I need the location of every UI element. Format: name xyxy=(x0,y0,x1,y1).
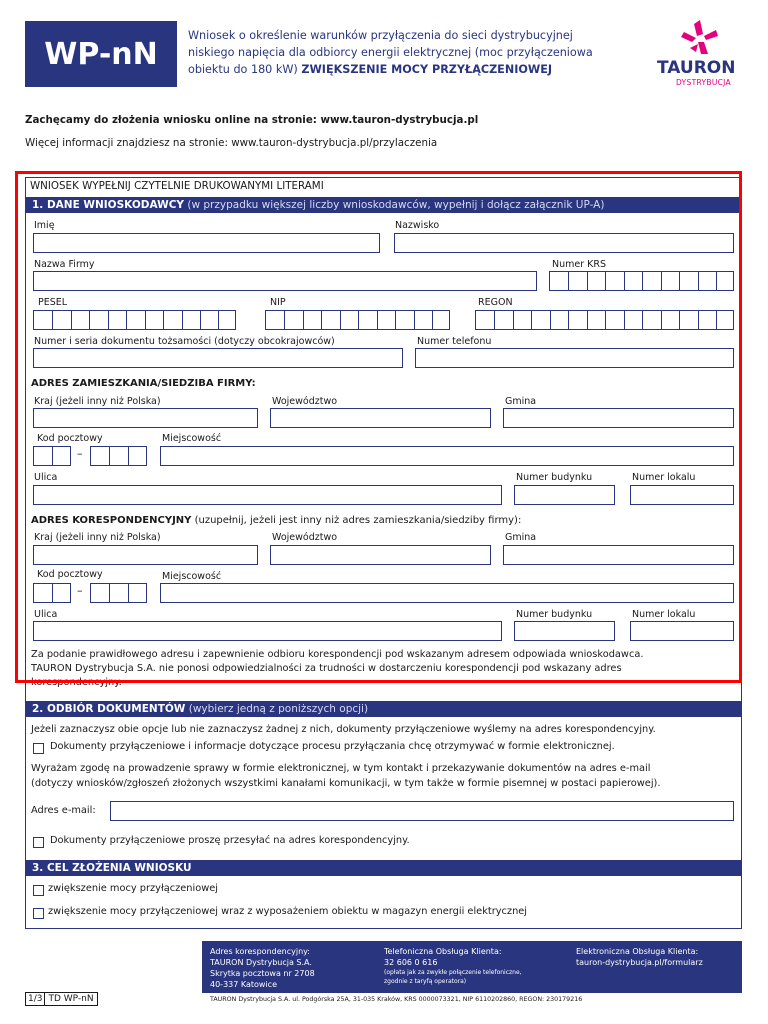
label-kod-k: Kod pocztowy xyxy=(37,569,103,580)
koresp-title: ADRES KORESPONDENCYJNY (uzupełnij, jeżeli jest inny niż adres zamieszkania/siedziby firmy): xyxy=(31,515,522,526)
section2-header: 2. ODBIÓR DOKUMENTÓW (wybierz jedną z poniższych opcji) xyxy=(25,701,742,717)
label-imie: Imię xyxy=(34,220,55,231)
section3-header: 3. CEL ZŁOŻENIA WNIOSKU xyxy=(25,860,742,876)
purpose-storage-label: zwiększenie mocy przyłączeniowej wraz z wyposażeniem obiektu w magazyn energii elektrycznej xyxy=(48,906,528,917)
purpose-increase-checkbox[interactable] xyxy=(33,885,44,896)
intro-online: Zachęcamy do złożenia wniosku online na stronie: www.tauron-dystrybucja.pl xyxy=(25,114,479,126)
label-nip: NIP xyxy=(270,297,286,308)
label-pesel: PESEL xyxy=(38,297,68,308)
logo-name: TAURON xyxy=(657,58,736,78)
consent-text: Wyrażam zgodę na prowadzenie sprawy w formie elektronicznej, w tym kontakt i przekazywanie dokumentów na adres e-mail (dotyczy wniosków/zgłoszeń złożonych wszystkimi kanałami komunikacji, w tym także w formie pisemnej w postaci papierowej). xyxy=(31,763,661,789)
tauron-logo xyxy=(654,18,744,86)
intro-info: Więcej informacji znajdziesz na stronie: www.tauron-dystrybucja.pl/przylaczenia xyxy=(25,137,438,149)
adres-title: ADRES ZAMIESZKANIA/SIEDZIBA FIRMY: xyxy=(31,378,256,389)
email-input[interactable] xyxy=(110,801,734,821)
label-miejscowosc: Miejscowość xyxy=(162,433,222,444)
section1-header: 1. DANE WNIOSKODAWCY (w przypadku większej liczby wnioskodawców, wypełnij i dołącz załącznik UP-A) xyxy=(25,197,742,213)
page-number-box xyxy=(25,992,98,1006)
label-krs: Numer KRS xyxy=(552,259,607,270)
label-miejscowosc-k: Miejscowość xyxy=(162,571,222,582)
purpose-increase-label: zwiększenie mocy przyłączeniowej xyxy=(48,883,218,894)
footer-band: Adres korespondencyjny: TAURON Dystrybucja S.A. Skrytka pocztowa nr 2708 40-337 Katowice Telefoniczna Obsługa Klienta: 32 606 0 616 (opłata jak za zwykłe połączenie telefoniczne, zgodnie z taryfą operatora) Elektroniczna Obsługa Klienta: tauron-dystrybucja.pl/formularz xyxy=(202,941,742,993)
form-code: WP-nN xyxy=(44,36,158,72)
form-title: Wniosek o określenie warunków przyłączenia do sieci dystrybucyjnej niskiego napięcia dla odbiorcy energii elektrycznej (moc przyłączeniowa obiektu do 180 kW) ZWIĘKSZENIE MOCY PRZYŁĄCZENIOWEJ xyxy=(188,29,593,76)
label-wojewodztwo-k: Województwo xyxy=(272,532,338,543)
label-ulica-k: Ulica xyxy=(34,609,58,620)
highlight-box xyxy=(15,171,742,683)
footer-legal: TAURON Dystrybucja S.A. ul. Podgórska 25A, 31-035 Kraków, KRS 0000073321, NIP 6110202860, REGON: 230179216 xyxy=(210,996,583,1003)
purpose-storage-checkbox[interactable] xyxy=(33,908,44,919)
label-gmina: Gmina xyxy=(505,396,537,407)
label-lokal: Numer lokalu xyxy=(632,472,696,483)
label-wojewodztwo: Województwo xyxy=(272,396,338,407)
koresp-note: Za podanie prawidłowego adresu i zapewnienie odbioru korespondencji pod wskazanym adresem odpowiada wnioskodawca. TAURON Dystrybucja S.A. nie ponosi odpowiedzialności za trudności w dostarczeniu korespondencji pod wskazany adres korespondencyjny. xyxy=(31,649,644,688)
label-budynek-k: Numer budynku xyxy=(516,609,593,620)
form-code-badge xyxy=(25,21,177,87)
label-lokal-k: Numer lokalu xyxy=(632,609,696,620)
label-kod: Kod pocztowy xyxy=(37,433,103,444)
label-regon: REGON xyxy=(478,297,513,308)
tauron-mark-icon xyxy=(654,18,744,58)
label-gmina-k: Gmina xyxy=(505,532,537,543)
label-telefon: Numer telefonu xyxy=(417,336,492,347)
section2-info: Jeżeli zaznaczysz obie opcje lub nie zaznaczysz żadnej z nich, dokumenty przyłączeniowe wyślemy na adres korespondencyjny. xyxy=(31,724,656,735)
label-kraj: Kraj (jeżeli inny niż Polska) xyxy=(34,396,161,407)
form-code-footer: TD WP-nN xyxy=(48,994,94,1004)
postal-docs-label: Dokumenty przyłączeniowe proszę przesyłać na adres korespondencyjny. xyxy=(50,835,410,846)
logo-sub: DYSTRYBUCJA xyxy=(676,78,731,87)
postal-docs-checkbox[interactable] xyxy=(33,837,44,848)
electronic-docs-label: Dokumenty przyłączeniowe i informacje dotyczące procesu przyłączania chcę otrzymywać w formie elektronicznej. xyxy=(50,741,615,752)
email-label: Adres e-mail: xyxy=(31,805,96,816)
label-budynek: Numer budynku xyxy=(516,472,593,483)
label-nazwisko: Nazwisko xyxy=(395,220,440,231)
label-firma: Nazwa Firmy xyxy=(34,259,95,270)
label-ulica: Ulica xyxy=(34,472,58,483)
label-kraj-k: Kraj (jeżeli inny niż Polska) xyxy=(34,532,161,543)
electronic-docs-checkbox[interactable] xyxy=(33,743,44,754)
page-number: 1/3 xyxy=(26,993,45,1005)
label-dokument: Numer i seria dokumentu tożsamości (dotyczy obcokrajowców) xyxy=(34,336,335,347)
fill-instruction: WNIOSEK WYPEŁNIJ CZYTELNIE DRUKOWANYMI LITERAMI xyxy=(30,180,324,192)
